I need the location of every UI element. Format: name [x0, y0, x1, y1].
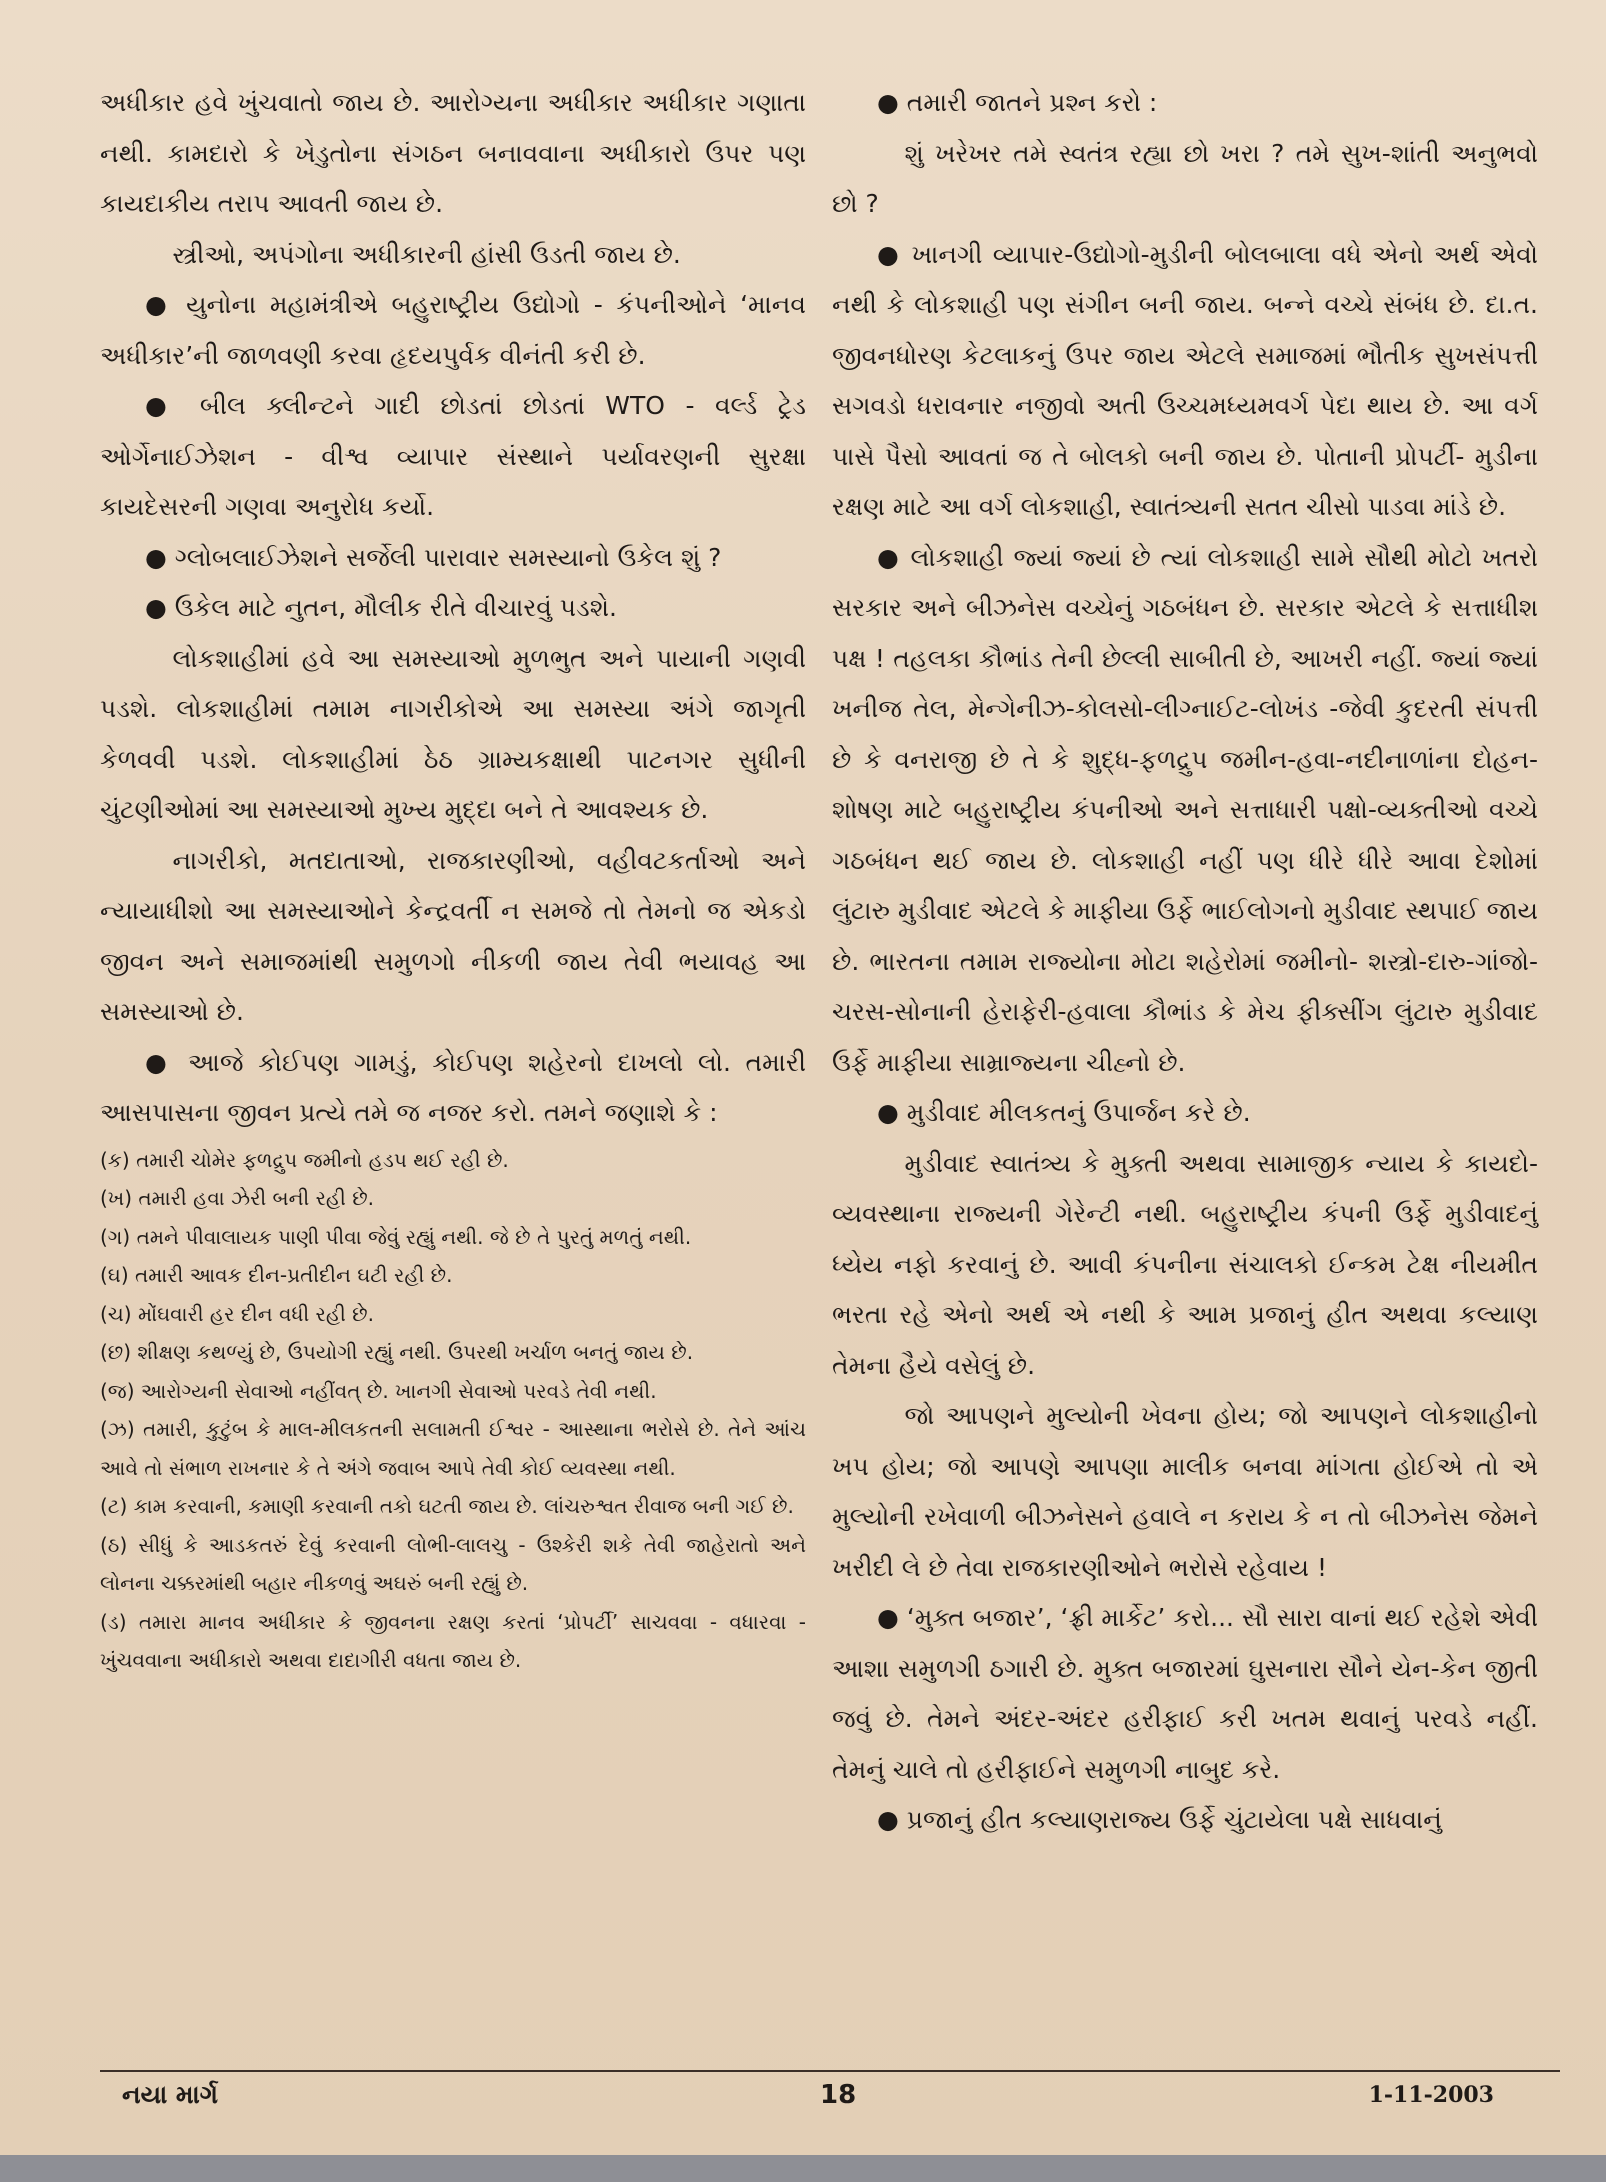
bullet-paragraph: ● ‘મુક્ત બજાર’, ‘ફ્રી માર્કેટ’ કરો... સૌ સારા વાનાં થઈ રહેશે એવી આશા સમુળગી ઠગારી છે. મુક્ત બજારમાં ઘુસનારા સૌને યેન-કેન જીતી જવું છે. તેમને અંદર-અંદર હરીફાઈ કરી ખતમ થવાનું પરવડે નહીં. તેમનું ચાલે તો હરીફાઈને સમુળગી નાબુદ કરે.	[832, 1603, 1538, 1784]
list-item: (ચ) મોંઘવારી હર દીન વધી રહી છે.	[100, 1301, 374, 1326]
paragraph: અધીકાર હવે ખુંચવાતો જાય છે. આરોગ્યના અધીકાર અધીકાર ગણાતા નથી. કામદારો કે ખેડુતોના સંગઠન બનાવવાના અધીકારો ઉપર પણ કાયદાકીય તરાપ આવતી જાય છે.	[100, 88, 806, 218]
list-item: (ઘ) તમારી આવક દીન-પ્રતીદીન ઘટી રહી છે.	[100, 1263, 453, 1287]
bullet-paragraph: ● ગ્લોબલાઈઝેશને સર્જેલી પારાવાર સમસ્યાનો ઉકેલ શું ?	[145, 542, 722, 572]
list-item: (ખ) તમારી હવા ઝેરી બની રહી છે.	[100, 1186, 375, 1210]
bullet-paragraph: ● મુડીવાદ મીલકતનું ઉપાર્જન કરે છે.	[877, 1098, 1251, 1127]
bullet-paragraph: ● પ્રજાનું હીત કલ્યાણરાજ્ય ઉર્ફે ચુંટાયેલા પક્ષે સાધવાનું	[877, 1805, 1442, 1834]
bullet-paragraph: ● આજે કોઈપણ ગામડું, કોઈપણ શહેરનો દાખલો લો. તમારી આસપાસના જીવન પ્રત્યે તમે જ નજર કરો. તમને જણાશે કે :	[100, 1047, 806, 1127]
bullet-paragraph: ● ખાનગી વ્યાપાર-ઉદ્યોગો-મુડીની બોલબાલા વધે એનો અર્થ એવો નથી કે લોકશાહી પણ સંગીન બની જાય. બન્ને વચ્ચે સંબંધ છે. દા.ત. જીવનધોરણ કેટલાકનું ઉપર જાય એટલે સમાજમાં ભૌતીક સુખસંપત્તી સગવડો ધરાવનાર નજીવો અતી ઉચ્ચમધ્યમવર્ગ પેદા થાય છે. આ વર્ગ પાસે પૈસો આવતાં જ તે બોલકો બની જાય છે. પોતાની પ્રોપર્ટી- મુડીના રક્ષણ માટે આ વર્ગ લોકશાહી, સ્વાતંત્ર્યની સતત ચીસો પાડવા માંડે છે.	[832, 239, 1538, 521]
scan-edge-band	[0, 2155, 1606, 2182]
list-item: (ગ) તમને પીવાલાયક પાણી પીવા જેવું રહ્યું નથી. જે છે તે પુરતું મળતું નથી.	[100, 1224, 692, 1249]
footer-divider	[100, 2070, 1560, 2072]
page-number: 18	[820, 2080, 857, 2110]
left-column	[100, 78, 806, 1680]
paragraph: શું ખરેખર તમે સ્વતંત્ર રહ્યા છો ખરા ? તમે સુખ-શાંતી અનુભવો છો ?	[832, 138, 1538, 218]
problem-list	[100, 1141, 806, 1680]
bullet-paragraph: ● યુનોના મહામંત્રીએ બહુરાષ્ટ્રીય ઉદ્યોગો - કંપનીઓને ‘માનવ અધીકાર’ની જાળવણી કરવા હૃદયપુર્વક વીનંતી કરી છે.	[100, 290, 806, 370]
bullet-paragraph: ● બીલ ક્લીન્ટને ગાદી છોડતાં છોડતાં WTO - વર્લ્ડ ટ્રેડ ઓર્ગેનાઈઝેશન - વીશ્વ વ્યાપાર સંસ્થાને પર્યાવરણની સુરક્ષા કાયદેસરની ગણવા અનુરોધ કર્યો.	[100, 391, 806, 521]
bullet-paragraph: ● લોકશાહી જ્યાં જ્યાં છે ત્યાં લોકશાહી સામે સૌથી મોટો ખતરો સરકાર અને બીઝનેસ વચ્ચેનું ગઠબંધન છે. સરકાર એટલે કે સત્તાધીશ પક્ષ ! તહલકા કૌભાંડ તેની છેલ્લી સાબીતી છે, આખરી નહીં. જ્યાં જ્યાં ખનીજ તેલ, મેન્ગેનીઝ-કોલસો-લીગ્નાઈટ-લોખંડ -જેવી કુદરતી સંપત્તી છે કે વનરાજી છે તે કે શુદ્ધ-ફળદ્રુપ જમીન-હવા-નદીનાળાંના દોહન-શોષણ માટે બહુરાષ્ટ્રીય કંપનીઓ અને સત્તાધારી પક્ષો-વ્યક્તીઓ વચ્ચે ગઠબંધન થઈ જાય છે. લોકશાહી નહીં પણ ધીરે ધીરે આવા દેશોમાં લુંટારુ મુડીવાદ એટલે કે માફીયા ઉર્ફે ભાઈલોગનો મુડીવાદ સ્થપાઈ જાય છે. ભારતના તમામ રાજ્યોના મોટા શહેરોમાં જમીનો- શસ્ત્રો-દારુ-ગાંજો-ચરસ-સોનાની હેરાફેરી-હવાલા કૌભાંડ કે મેચ ફીક્સીંગ લુંટારુ મુડીવાદ ઉર્ફે માફીયા સામ્રાજ્યના ચીહ્નો છે.	[832, 542, 1538, 1077]
page-footer	[0, 2080, 1606, 2120]
paragraph: મુડીવાદ સ્વાતંત્ર્ય કે મુક્તી અથવા સામાજીક ન્યાય કે કાયદો-વ્યવસ્થાના રાજ્યની ગેરેન્ટી નથી. બહુરાષ્ટ્રીય કંપની ઉર્ફે મુડીવાદનું ધ્યેય નફો કરવાનું છે. આવી કંપનીના સંચાલકો ઈન્કમ ટેક્ષ નીયમીત ભરતા રહે એનો અર્થ એ નથી કે આમ પ્રજાનું હીત અથવા કલ્યાણ તેમના હૈયે વસેલું છે.	[832, 1148, 1538, 1380]
list-item: (ડ) તમારા માનવ અધીકાર કે જીવનના રક્ષણ કરતાં ‘પ્રોપર્ટી’ સાચવવા - વધારવા - ખુંચવવાના અધીકારો અથવા દાદાગીરી વધતા જાય છે.	[100, 1609, 806, 1672]
issue-date: 1-11-2003	[1368, 2082, 1494, 2108]
list-item: (ક) તમારી ચોમેર ફળદ્રુપ જમીનો હડપ થઈ રહી છે.	[100, 1147, 509, 1172]
publication-name: નયા માર્ગ	[122, 2080, 218, 2109]
right-column	[832, 78, 1538, 1846]
list-item: (ઠ) સીધું કે આડકતરું દેવું કરવાની લોભી-લાલચુ - ઉશ્કેરી શકે તેવી જાહેરાતો અને લોનના ચક્કરમાંથી બહાર નીકળવું અઘરું બની રહ્યું છે.	[100, 1532, 806, 1595]
bullet-paragraph: ● ઉકેલ માટે નુતન, મૌલીક રીતે વીચારવું પડશે.	[145, 593, 617, 622]
paragraph: લોકશાહીમાં હવે આ સમસ્યાઓ મુળભુત અને પાયાની ગણવી પડશે. લોકશાહીમાં તમામ નાગરીકોએ આ સમસ્યા અંગે જાગૃતી કેળવવી પડશે. લોકશાહીમાં ઠેઠ ગ્રામ્યકક્ષાથી પાટનગર સુધીની ચુંટણીઓમાં આ સમસ્યાઓ મુખ્ય મુદ્દા બને તે આવશ્યક છે.	[100, 643, 806, 824]
list-item: (ટ) કામ કરવાની, કમાણી કરવાની તકો ઘટતી જાય છે. લાંચરુશ્વત રીવાજ બની ગઈ છે.	[100, 1494, 794, 1518]
bullet-paragraph: ● તમારી જાતને પ્રશ્ન કરો :	[877, 88, 1158, 117]
paragraph: નાગરીકો, મતદાતાઓ, રાજકારણીઓ, વહીવટકર્તાઓ અને ન્યાયાધીશો આ સમસ્યાઓને કેન્દ્રવર્તી ન સમજે તો તેમનો જ એકડો જીવન અને સમાજમાંથી સમુળગો નીકળી જાય તેવી ભયાવહ આ સમસ્યાઓ છે.	[100, 845, 806, 1026]
paragraph: જો આપણને મુલ્યોની ખેવના હોય; જો આપણને લોકશાહીનો ખપ હોય; જો આપણે આપણા માલીક બનવા માંગતા હોઈએ તો એ મુલ્યોની રખેવાળી બીઝનેસને હવાલે ન કરાય કે ન તો બીઝનેસ જેમને ખરીદી લે છે તેવા રાજકારણીઓને ભરોસે રહેવાય !	[832, 1401, 1538, 1582]
paragraph: સ્ત્રીઓ, અપંગોના અધીકારની હાંસી ઉડતી જાય છે.	[172, 239, 681, 269]
list-item: (છ) શીક્ષણ કથળ્યું છે, ઉપયોગી રહ્યું નથી. ઉપરથી ખર્ચાળ બનતું જાય છે.	[100, 1340, 694, 1364]
list-item: (જ) આરોગ્યની સેવાઓ નહીંવત્ છે. ખાનગી સેવાઓ પરવડે તેવી નથી.	[100, 1378, 657, 1403]
list-item: (ઝ) તમારી, કુટુંબ કે માલ-મીલકતની સલામતી ઈશ્વર - આસ્થાના ભરોસે છે. તેને આંચ આવે તો સંભાળ રાખનાર કે તે અંગે જવાબ આપે તેવી કોઈ વ્યવસ્થા નથી.	[100, 1417, 806, 1480]
